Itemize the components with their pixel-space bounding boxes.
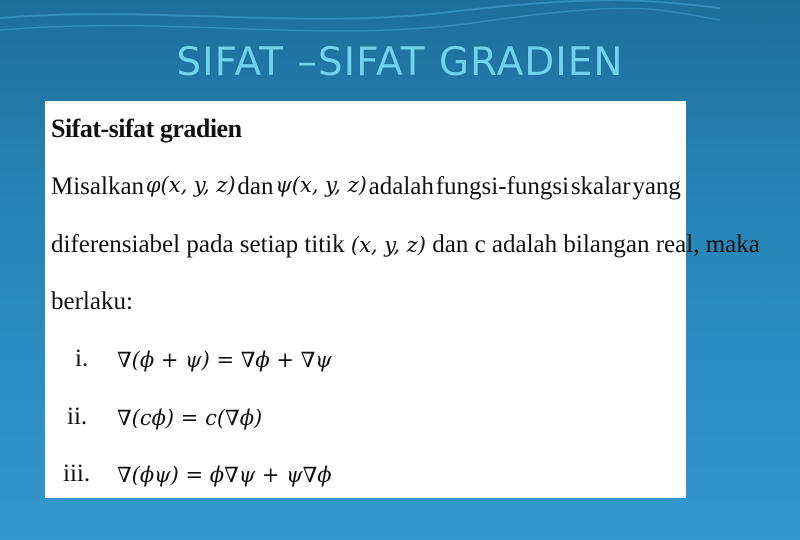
text-misalkan: Misalkan xyxy=(51,173,145,200)
math-point-xyz: (x, y, z) xyxy=(350,233,426,257)
text-skalar: skalar xyxy=(570,173,631,200)
text-diferensiabel: diferensiabel pada setiap titik xyxy=(51,231,345,258)
property-formula-2: ∇(cϕ) = c(∇ϕ) xyxy=(117,406,263,430)
paragraph-line-3: berlaku: xyxy=(51,288,133,315)
property-number-2: ii. xyxy=(67,403,88,430)
content-panel xyxy=(45,101,760,498)
paragraph-line-1 xyxy=(51,173,681,201)
paragraph-line-2 xyxy=(51,231,760,259)
math-psi-xyz: ψ(x, y, z) xyxy=(275,173,367,197)
property-formula-1: ∇(ϕ + ψ) = ∇ϕ + ∇ψ xyxy=(117,348,332,372)
property-formula-3: ∇(ϕψ) = ϕ∇ψ + ψ∇ϕ xyxy=(117,463,332,487)
property-number-3: iii. xyxy=(63,460,91,487)
slide-title: SIFAT –SIFAT GRADIEN xyxy=(176,40,624,85)
text-adalah: adalah xyxy=(368,173,434,200)
section-heading: Sifat-sifat gradien xyxy=(51,114,242,143)
property-number-1: i. xyxy=(75,345,89,372)
math-phi-xyz: φ(x, y, z) xyxy=(145,173,236,197)
text-yang: yang xyxy=(632,173,681,200)
text-dan: dan xyxy=(237,173,274,200)
text-fungsi-fungsi: fungsi-fungsi xyxy=(435,173,570,200)
text-bilangan-real: dan c adalah bilangan real, maka xyxy=(432,231,760,258)
